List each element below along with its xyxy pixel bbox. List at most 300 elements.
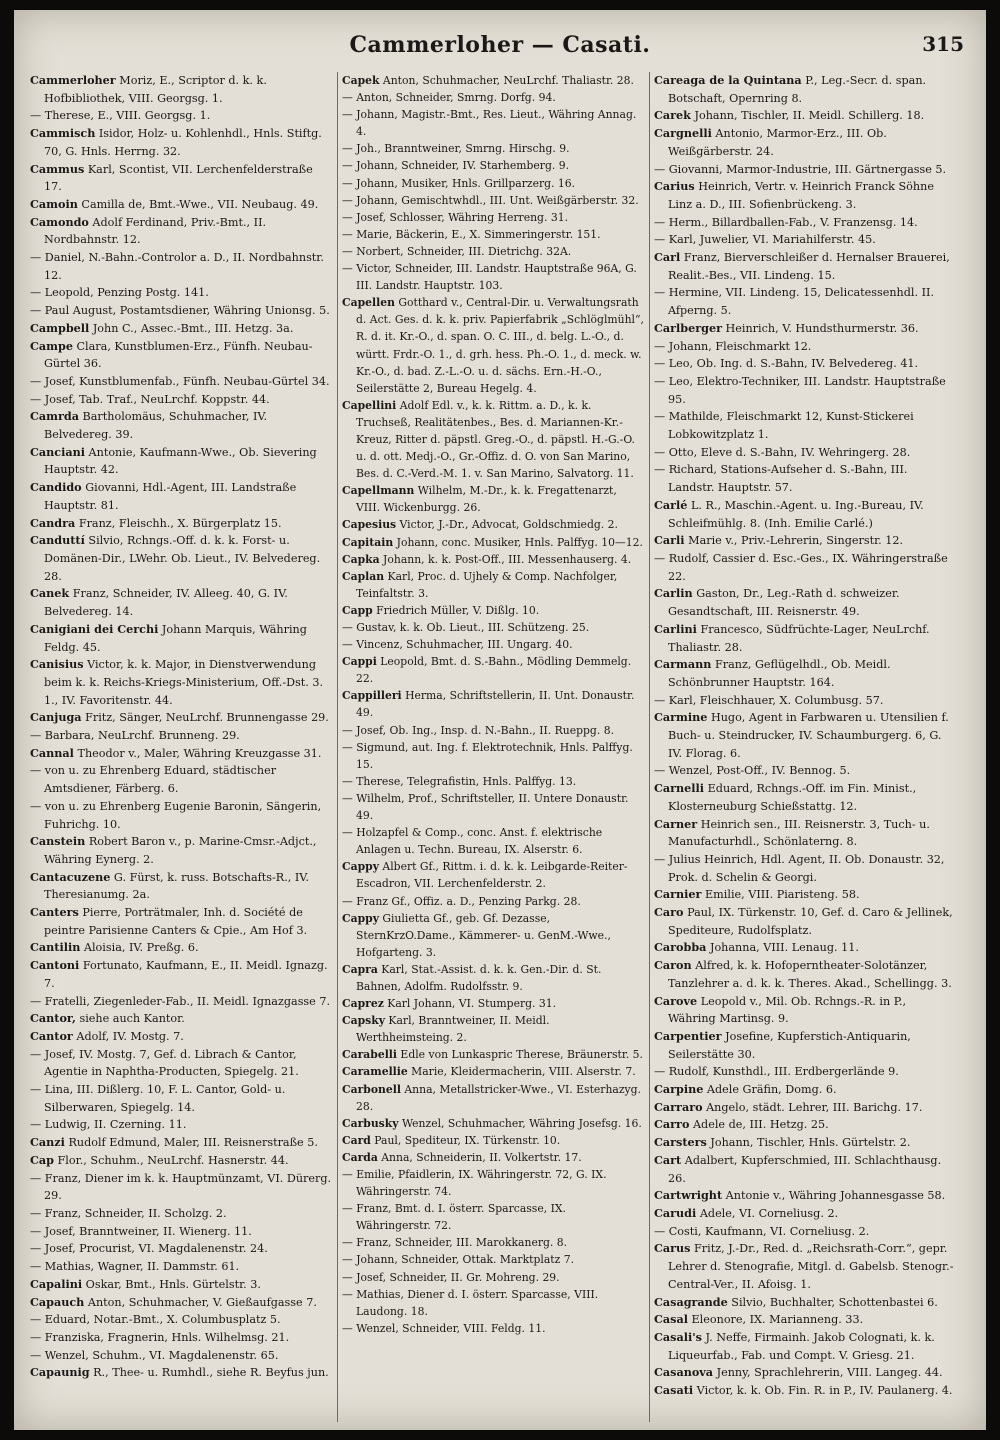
- directory-entry: [654, 939, 956, 957]
- directory-entry: [342, 1012, 644, 1046]
- directory-entry: [30, 869, 332, 904]
- entry-surname: Carda: [342, 1150, 378, 1164]
- entry-details: — Franz Gf., Offiz. a. D., Penzing Parkg. 28.: [342, 894, 581, 908]
- directory-entry: [30, 196, 332, 214]
- directory-entry: [30, 621, 332, 656]
- entry-surname: Cantoni: [30, 958, 80, 973]
- directory-entry: [342, 1286, 644, 1320]
- directory-entry: [342, 72, 644, 89]
- entry-details: Anna, Schneiderin, II. Volkertstr. 17.: [377, 1150, 582, 1164]
- entry-details: Antonie v., Währing Johannesgasse 58.: [722, 1189, 946, 1203]
- header-title: Cammerloher — Casati.: [349, 32, 651, 58]
- entry-surname: Casati: [654, 1383, 694, 1398]
- entry-details: — Norbert, Schneider, III. Dietrichg. 32A.: [342, 244, 572, 258]
- directory-entry: [342, 175, 644, 192]
- entry-details: John C., Assec.-Bmt., III. Hetzg. 3a.: [89, 321, 294, 335]
- page-header: [14, 32, 986, 66]
- entry-surname: Carudi: [654, 1206, 697, 1220]
- directory-entry: [30, 1258, 332, 1276]
- entry-details: — Therese, Telegrafistin, Hnls. Palffyg. 13.: [342, 774, 577, 788]
- entry-surname: Carbusky: [342, 1116, 399, 1130]
- entry-details: Leopold, Bmt. d. S.-Bahn., Mödling Demmelg. 22.: [356, 655, 632, 686]
- directory-entry: [654, 780, 956, 815]
- directory-entry: [30, 1152, 332, 1170]
- entry-details: — Costi, Kaufmann, VI. Corneliusg. 2.: [654, 1224, 870, 1238]
- entry-surname: Carove: [654, 993, 698, 1008]
- entry-surname: Carli: [654, 533, 685, 548]
- entry-surname: Cappy: [342, 911, 379, 925]
- entry-details: — Therese, E., VIII. Georgsg. 1.: [30, 109, 211, 123]
- directory-entry: [654, 249, 956, 284]
- entry-details: Franz, Schneider, IV. Alleeg. 40, G. IV. Belvedereg. 14.: [44, 587, 288, 619]
- entry-details: Paul, Spediteur, IX. Türkenstr. 10.: [370, 1133, 561, 1147]
- directory-entry: [30, 1116, 332, 1134]
- entry-details: Johann, conc. Musiker, Hnls. Palffyg. 10—12.: [393, 535, 643, 549]
- entry-details: — Sigmund, aut. Ing. f. Elektrotechnik, Hnls. Palffyg. 15.: [342, 740, 633, 771]
- entry-surname: Cantilin: [30, 940, 81, 955]
- entry-details: Jenny, Sprachlehrerin, VIII. Langeg. 44.: [713, 1366, 943, 1380]
- directory-entry: [342, 790, 644, 824]
- entry-surname: Carro: [654, 1117, 690, 1132]
- entry-details: Johann, Tischler, II. Meidl. Schillerg. 18.: [690, 109, 925, 123]
- entry-details: Eleonore, IX. Marianneng. 33.: [687, 1313, 864, 1327]
- directory-entry: [342, 858, 644, 892]
- entry-surname: Canters: [30, 905, 79, 920]
- directory-entry: [30, 302, 332, 320]
- directory-entry: [654, 125, 956, 160]
- directory-entry: [654, 461, 956, 496]
- entry-details: Adolf Edl. v., k. k. Rittm. a. D., k. k. Truchseß, Realitätenbes., Bes. d. Mariannen-Kr.-Kreuz, Ritter d. päpstl. Greg.-O., d. päpstl. H.-G.-O. u. d. ott. Medj.-O., Gr.-Offiz. d. O. von San Marino, Bes. d. C.-Verd.-M. 1. v. San Marino, Salvatorg. 11.: [356, 398, 635, 481]
- entry-details: Adele Gräfin, Domg. 6.: [703, 1083, 837, 1097]
- entry-details: — Johann, Schneider, IV. Starhemberg. 9.: [342, 159, 570, 173]
- directory-entry: [30, 727, 332, 745]
- entry-surname: Capp: [342, 603, 373, 617]
- directory-entry: [342, 89, 644, 106]
- directory-entry: [654, 904, 956, 939]
- entry-surname: Canjuga: [30, 710, 82, 725]
- directory-entry: [654, 550, 956, 585]
- directory-entry: [30, 125, 332, 160]
- entry-details: — von u. zu Ehrenberg Eduard, städtischer Amtsdiener, Färberg. 6.: [30, 764, 277, 796]
- entry-details: P., Leg.-Secr. d. span. Botschaft, Opernring 8.: [668, 74, 927, 105]
- directory-entry: [30, 284, 332, 302]
- directory-entry: [342, 1251, 644, 1268]
- directory-entry: [654, 993, 956, 1028]
- entry-details: — Johann, Magistr.-Bmt., Res. Lieut., Währing Annag. 4.: [342, 108, 637, 139]
- directory-entry: [654, 338, 956, 356]
- entry-details: Antonie, Kaufmann-Wwe., Ob. Sievering Hauptstr. 42.: [44, 445, 317, 477]
- directory-entry: [342, 910, 644, 961]
- directory-entry: [654, 320, 956, 338]
- directory-entry: [342, 1234, 644, 1251]
- directory-entry: [342, 1166, 644, 1200]
- directory-entry: [654, 408, 956, 443]
- directory-entry: [30, 1028, 332, 1046]
- directory-entry: [30, 1347, 332, 1365]
- entry-details: — Wilhelm, Prof., Schriftsteller, II. Untere Donaustr. 49.: [342, 791, 629, 823]
- entry-surname: Casagrande: [654, 1294, 728, 1309]
- directory-entry: [342, 209, 644, 226]
- entry-details: — Franziska, Fragnerin, Hnls. Wilhelmsg. 21.: [30, 1330, 290, 1344]
- entry-details: — Victor, Schneider, III. Landstr. Hauptstraße 96A, G. III. Landstr. Hauptstr. 103.: [342, 262, 637, 293]
- directory-entry: [654, 161, 956, 179]
- entry-details: — Josef, Schlosser, Währing Herreng. 31.: [342, 210, 569, 224]
- entry-details: — Ludwig, II. Czerning. 11.: [30, 1118, 187, 1132]
- entry-details: Gaston, Dr., Leg.-Rath d. schweizer. Gesandtschaft, III. Reisnerstr. 49.: [668, 587, 900, 619]
- directory-entry: [30, 391, 332, 409]
- entry-details: Leopold v., Mil. Ob. Rchngs.-R. in P., Währing Martinsg. 9.: [668, 994, 907, 1026]
- entry-surname: Carlé: [654, 497, 688, 512]
- entry-details: — Josef, Ob. Ing., Insp. d. N.-Bahn., II. Rueppg. 8.: [342, 723, 615, 737]
- entry-details: — Julius Heinrich, Hdl. Agent, II. Ob. Donaustr. 32, Prok. d. Schelin & Georgi.: [654, 852, 945, 884]
- directory-entry: [342, 1115, 644, 1132]
- directory-entry: [654, 1152, 956, 1187]
- directory-entry: [30, 1294, 332, 1312]
- entry-details: Bartholomäus, Schuhmacher, IV. Belvedereg. 39.: [44, 410, 268, 442]
- entry-details: Herma, Schriftstellerin, II. Unt. Donaustr. 49.: [356, 689, 635, 720]
- entry-details: Marie, Kleidermacherin, VIII. Alserstr. 7.: [407, 1065, 636, 1079]
- entry-surname: Capitain: [342, 535, 394, 549]
- entry-surname: Cartwright: [654, 1188, 723, 1203]
- directory-entry: [342, 516, 644, 533]
- directory-entry: [30, 1170, 332, 1205]
- entry-details: — Leopold, Penzing Postg. 141.: [30, 286, 209, 300]
- entry-surname: Camoin: [30, 196, 78, 211]
- entry-details: Fritz, J.-Dr., Red. d. „Reichsrath-Corr.“, gepr. Lehrer d. Stenografie, Mitgl. d. Gabelsb. Stenogr.-Central-Ver., II. Afoisg. 1.: [668, 1242, 954, 1291]
- entry-details: Anton, Schuhmacher, NeuLrchf. Thaliastr. 28.: [379, 74, 634, 87]
- entry-details: — Herm., Billardballen-Fab., V. Franzensg. 14.: [654, 215, 918, 229]
- entry-details: — Wenzel, Schneider, VIII. Feldg. 11.: [342, 1321, 546, 1335]
- entry-details: — Mathilde, Fleischmarkt 12, Kunst-Stickerei Lobkowitzplatz 1.: [654, 410, 914, 442]
- directory-entry: [30, 249, 332, 284]
- entry-details: G. Fürst, k. russ. Botschafts-R., IV. Theresianumg. 2a.: [44, 870, 309, 902]
- entry-details: — Franz, Bmt. d. I. österr. Sparcasse, IX. Währingerstr. 72.: [342, 1202, 566, 1233]
- entry-surname: Cap: [30, 1152, 54, 1167]
- entry-details: — Mathias, Wagner, II. Dammstr. 61.: [30, 1260, 240, 1274]
- entry-details: — Otto, Eleve d. S.-Bahn, IV. Wehringerg. 28.: [654, 445, 911, 459]
- entry-surname: Carek: [654, 108, 691, 123]
- entry-details: — Gustav, k. k. Ob. Lieut., III. Schützeng. 25.: [342, 621, 590, 634]
- directory-entry: [30, 515, 332, 533]
- entry-details: — Leo, Elektro-Techniker, III. Landstr. Hauptstraße 95.: [654, 374, 946, 406]
- entry-surname: Cannal: [30, 745, 74, 760]
- directory-entry: [30, 338, 332, 373]
- entry-surname: Caron: [654, 958, 692, 973]
- directory-entry: [654, 886, 956, 904]
- entry-surname: Cargnelli: [654, 126, 712, 141]
- directory-entry: [30, 444, 332, 479]
- entry-details: Johann, Tischler, Hnls. Gürtelstr. 2.: [706, 1136, 911, 1150]
- directory-entry: [654, 692, 956, 710]
- entry-details: — Josef, Schneider, II. Gr. Mohreng. 29.: [342, 1270, 560, 1284]
- directory-entry: [654, 444, 956, 462]
- entry-details: Johann, k. k. Post-Off., III. Messenhauserg. 4.: [379, 552, 632, 566]
- entry-details: Giovanni, Hdl.-Agent, III. Landstraße Hauptstr. 81.: [44, 481, 297, 512]
- directory-entry: [30, 373, 332, 391]
- directory-entry: [30, 762, 332, 797]
- entry-surname: Canciani: [30, 444, 85, 459]
- directory-entry: [30, 1223, 332, 1241]
- entry-details: Wilhelm, M.-Dr., k. k. Fregattenarzt, VIII. Wickenburgg. 26.: [356, 484, 617, 515]
- entry-details: Silvio, Buchhalter, Schottenbastei 6.: [727, 1295, 938, 1309]
- directory-entry: [654, 1240, 956, 1293]
- entry-surname: Capalini: [30, 1276, 83, 1291]
- entry-surname: Casali's: [654, 1329, 702, 1344]
- directory-columns: [30, 72, 974, 1422]
- directory-entry: [654, 1028, 956, 1063]
- entry-details: Oskar, Bmt., Hnls. Gürtelstr. 3.: [82, 1277, 261, 1291]
- entry-details: Franz, Bierverschleißer d. Hernalser Brauerei, Realit.-Bes., VII. Lindeng. 15.: [668, 251, 950, 282]
- directory-entry: [654, 284, 956, 319]
- entry-details: — Mathias, Diener d. I. österr. Sparcasse, VIII. Laudong. 18.: [342, 1287, 599, 1318]
- directory-entry: [30, 957, 332, 992]
- entry-surname: Cammisch: [30, 126, 96, 141]
- entry-surname: Carus: [654, 1241, 691, 1256]
- entry-details: — Karl, Juwelier, VI. Mariahilferstr. 45.: [654, 233, 876, 247]
- entry-details: — Wenzel, Schuhm., VI. Magdalenenstr. 65.: [30, 1348, 279, 1362]
- directory-entry: [30, 72, 332, 107]
- entry-details: Isidor, Holz- u. Kohlenhdl., Hnls. Stiftg. 70, G. Hnls. Herrng. 32.: [44, 127, 322, 158]
- directory-entry: [342, 687, 644, 721]
- directory-entry: [654, 851, 956, 886]
- entry-details: Moriz, E., Scriptor d. k. k. Hofbibliothek, VIII. Georgsg. 1.: [44, 74, 267, 105]
- entry-details: Giulietta Gf., geb. Gf. Dezasse, SternKrzO.Dame., Kämmerer- u. GenM.-Wwe., Hofgarteng. 3.: [356, 911, 611, 959]
- entry-details: — Josef, Procurist, VI. Magdalenenstr. 24.: [30, 1242, 268, 1256]
- entry-surname: Capra: [342, 962, 378, 976]
- directory-entry: [30, 939, 332, 957]
- entry-details: — Karl, Fleischhauer, X. Columbusg. 57.: [654, 693, 884, 707]
- directory-entry: [30, 214, 332, 249]
- entry-details: Gotthard v., Central-Dir. u. Verwaltungsrath d. Act. Ges. d. k. k. priv. Papierfabrik „Schlöglmühl“, R. d. it. Kr.-O., d. span. O. C. III., d. belg. L.-O., d. württ. Frdr.-O. 1., d. grh. hess. Ph.-O. 1., d. meck. w. Kr.-O., d. bad. Z.-L.-O. u. d. sächs. Ern.-H.-O., Seilerstätte 2, Bureau Hegelg. 4.: [356, 296, 644, 395]
- directory-entry: [654, 1099, 956, 1117]
- entry-surname: Capek: [342, 74, 380, 87]
- column-2: [342, 72, 644, 1422]
- entry-details: — Giovanni, Marmor-Industrie, III. Gärtnergasse 5.: [654, 162, 947, 176]
- entry-details: Johann Marquis, Währing Feldg. 45.: [44, 622, 307, 654]
- directory-entry: [654, 1329, 956, 1364]
- entry-details: — Josef, Tab. Traf., NeuLrchf. Koppstr. 44.: [30, 392, 270, 406]
- entry-surname: Carpine: [654, 1082, 704, 1097]
- directory-entry: [342, 1081, 644, 1115]
- entry-details: — Joh., Branntweiner, Smrng. Hirschg. 9.: [342, 142, 570, 156]
- entry-details: — Rudolf, Kunsthdl., III. Erdbergerlände 9.: [654, 1065, 899, 1079]
- entry-details: — Emilie, Pfaidlerin, IX. Währingerstr. 72, G. IX. Währingerstr. 74.: [342, 1168, 607, 1199]
- entry-details: Karl Johann, VI. Stumperg. 31.: [383, 997, 557, 1011]
- directory-entry: [654, 709, 956, 762]
- entry-details: Camilla de, Bmt.-Wwe., VII. Neubaug. 49.: [77, 197, 319, 211]
- directory-entry: [342, 294, 644, 397]
- entry-details: Heinrich sen., III. Reisnerstr. 3, Tuch- u. Manufacturhdl., Schönlaterng. 8.: [668, 817, 930, 849]
- directory-entry: [342, 653, 644, 687]
- column-divider: [649, 72, 650, 1422]
- directory-entry: [30, 1329, 332, 1347]
- entry-details: Flor., Schuhm., NeuLrchf. Hasnerstr. 44.: [53, 1153, 289, 1167]
- entry-details: Anna, Metallstricker-Wwe., VI. Esterhazyg. 28.: [356, 1082, 641, 1113]
- entry-details: — Marie, Bäckerin, E., X. Simmeringerstr. 151.: [342, 227, 601, 241]
- entry-surname: Carmann: [654, 657, 712, 672]
- directory-entry: [342, 243, 644, 260]
- directory-entry: [654, 1063, 956, 1081]
- directory-entry: [654, 1311, 956, 1329]
- entry-details: Marie v., Priv.-Lehrerin, Singerstr. 12.: [684, 534, 904, 548]
- directory-entry: [342, 1320, 644, 1337]
- entry-details: Albert Gf., Rittm. i. d. k. k. Leibgarde-Reiter-Escadron, VII. Lerchenfelderstr. 2.: [356, 860, 628, 891]
- entry-details: — Josef, Kunstblumenfab., Fünfh. Neubau-Gürtel 34.: [30, 374, 330, 388]
- directory-entry: [654, 762, 956, 780]
- directory-entry: [342, 824, 644, 858]
- entry-surname: Cammerloher: [30, 73, 116, 87]
- entry-surname: Casal: [654, 1312, 688, 1327]
- directory-entry: [342, 157, 644, 174]
- directory-entry: [654, 1116, 956, 1134]
- directory-entry: [30, 532, 332, 585]
- entry-surname: Carsters: [654, 1135, 707, 1150]
- entry-details: Heinrich, Vertr. v. Heinrich Franck Söhne Linz a. D., III. Sofienbrückeng. 3.: [668, 180, 934, 211]
- entry-surname: Capellen: [342, 296, 395, 310]
- entry-details: Edle von Lunkaspric Therese, Bräunerstr. 5.: [397, 1048, 643, 1062]
- directory-entry: [30, 1311, 332, 1329]
- directory-entry: [342, 260, 644, 294]
- entry-details: Adalbert, Kupferschmied, III. Schlachthausg. 26.: [668, 1153, 942, 1185]
- entry-surname: Camrda: [30, 409, 79, 424]
- directory-entry: [30, 1134, 332, 1152]
- directory-entry: [30, 1240, 332, 1258]
- directory-entry: [342, 551, 644, 568]
- directory-entry: [30, 107, 332, 125]
- entry-details: — Vincenz, Schuhmacher, III. Ungarg. 40.: [342, 638, 573, 652]
- entry-details: Hugo, Agent in Farbwaren u. Utensilien f. Buch- u. Steindrucker, IV. Schaumburgerg. 6, G. IV. Florag. 6.: [668, 711, 949, 760]
- entry-details: — Franz, Schneider, III. Marokkanerg. 8.: [342, 1236, 568, 1250]
- entry-surname: Carner: [654, 816, 698, 831]
- entry-details: Karl, Branntweiner, II. Meidl. Werthheimsteing. 2.: [356, 1014, 550, 1045]
- directory-entry: [30, 993, 332, 1011]
- entry-surname: Caprez: [342, 997, 384, 1011]
- entry-surname: Carlini: [654, 621, 697, 636]
- entry-details: — Lina, III. Dißlerg. 10, F. L. Cantor, Gold- u. Silberwaren, Spiegelg. 14.: [30, 1083, 286, 1114]
- entry-details: Franz, Fleischh., X. Bürgerplatz 15.: [75, 516, 282, 530]
- entry-surname: Cappi: [342, 655, 377, 669]
- directory-entry: [342, 1046, 644, 1063]
- directory-entry: [30, 1205, 332, 1223]
- entry-details: — Josef, Branntweiner, II. Wienerg. 11.: [30, 1224, 252, 1238]
- directory-entry: [654, 497, 956, 532]
- entry-details: Victor, J.-Dr., Advocat, Goldschmiedg. 2.: [396, 518, 618, 532]
- directory-entry: [342, 961, 644, 995]
- entry-details: — Barbara, NeuLrchf. Brunneng. 29.: [30, 729, 240, 743]
- entry-surname: Canstein: [30, 834, 86, 849]
- entry-details: — Johann, Schneider, Ottak. Marktplatz 7.: [342, 1253, 575, 1267]
- entry-details: Aloisia, IV. Preßg. 6.: [80, 941, 199, 955]
- entry-surname: Cappy: [342, 860, 379, 874]
- directory-entry: [342, 397, 644, 482]
- entry-surname: Capellmann: [342, 484, 415, 498]
- directory-entry: [342, 893, 644, 910]
- entry-details: Paul, IX. Türkenstr. 10, Gef. d. Caro & Jellinek, Spediteure, Rudolfsplatz.: [668, 906, 953, 937]
- column-3: [654, 72, 956, 1422]
- directory-entry: [30, 585, 332, 620]
- directory-entry: [342, 1200, 644, 1234]
- directory-entry: [342, 192, 644, 209]
- entry-details: Angelo, städt. Lehrer, III. Barichg. 17.: [702, 1100, 923, 1114]
- entry-details: Alfred, k. k. Hofoperntheater-Solotänzer, Tanzlehrer a. d. k. k. Theres. Akad., Schellingg. 3.: [668, 959, 952, 990]
- entry-details: Fortunato, Kaufmann, E., II. Meidl. Ignazg. 7.: [44, 959, 328, 990]
- entry-details: — Franz, Schneider, II. Scholzg. 2.: [30, 1207, 227, 1220]
- directory-entry: [342, 995, 644, 1012]
- entry-details: Victor, k. k. Ob. Fin. R. in P., IV. Paulanerg. 4.: [693, 1384, 953, 1398]
- entry-surname: Canduttí: [30, 533, 85, 548]
- directory-entry: [654, 107, 956, 125]
- directory-entry: [30, 479, 332, 514]
- entry-details: Anton, Schuhmacher, V. Gießaufgasse 7.: [84, 1295, 317, 1309]
- entry-details: — Josef, IV. Mostg. 7, Gef. d. Librach & Cantor, Agentie in Naphtha-Producten, Spiegelg. 21.: [30, 1047, 299, 1079]
- entry-surname: Carl: [654, 250, 681, 265]
- directory-entry: [30, 1276, 332, 1294]
- column-1: [30, 72, 332, 1422]
- directory-entry: [30, 1010, 332, 1028]
- entry-surname: Carobba: [654, 940, 707, 955]
- entry-details: Josefine, Kupferstich-Antiquarin, Seilerstätte 30.: [668, 1029, 911, 1061]
- entry-details: Fritz, Sänger, NeuLrchf. Brunnengasse 29.: [81, 711, 329, 725]
- entry-details: — Franz, Diener im k. k. Hauptmünzamt, VI. Dürerg. 29.: [30, 1171, 332, 1203]
- entry-surname: Careaga de la Quintana: [654, 73, 802, 87]
- entry-details: — Johann, Fleischmarkt 12.: [654, 339, 812, 353]
- entry-details: — Johann, Gemischtwhdl., III. Unt. Weißgärberstr. 32.: [342, 193, 639, 207]
- entry-surname: Card: [342, 1133, 371, 1147]
- directory-entry: [654, 1294, 956, 1312]
- entry-surname: Cammus: [30, 161, 85, 176]
- entry-details: Antonio, Marmor-Erz., III. Ob. Weißgärberstr. 24.: [668, 127, 887, 158]
- entry-details: Eduard, Rchngs.-Off. im Fin. Minist., Klosterneuburg Schießstattg. 12.: [668, 782, 917, 813]
- entry-surname: Campe: [30, 338, 73, 353]
- directory-page: [14, 10, 986, 1430]
- entry-surname: Carlberger: [654, 320, 722, 335]
- entry-surname: Carabelli: [342, 1048, 397, 1062]
- entry-surname: Canek: [30, 586, 70, 601]
- directory-entry: [342, 722, 644, 739]
- entry-surname: Caro: [654, 905, 684, 920]
- directory-entry: [342, 602, 644, 619]
- entry-details: — Hermine, VII. Lindeng. 15, Delicatessenhdl. II. Afperng. 5.: [654, 286, 935, 318]
- entry-surname: Carbonell: [342, 1082, 401, 1096]
- directory-entry: [654, 656, 956, 691]
- entry-details: Adele de, III. Hetzg. 25.: [689, 1118, 829, 1132]
- directory-entry: [342, 1063, 644, 1080]
- entry-details: — Leo, Ob. Ing. d. S.-Bahn, IV. Belvedereg. 41.: [654, 357, 919, 371]
- directory-entry: [654, 355, 956, 373]
- entry-surname: Camondo: [30, 214, 89, 229]
- directory-entry: [30, 1364, 332, 1382]
- entry-surname: Canisius: [30, 657, 84, 672]
- entry-surname: Capauch: [30, 1294, 85, 1309]
- entry-surname: Campbell: [30, 320, 90, 335]
- directory-entry: [342, 534, 644, 551]
- entry-details: — Anton, Schneider, Smrng. Dorfg. 94.: [342, 91, 556, 105]
- directory-entry: [654, 178, 956, 213]
- entry-surname: Carnier: [654, 887, 702, 902]
- entry-details: Johanna, VIII. Lenaug. 11.: [706, 941, 859, 955]
- entry-details: Robert Baron v., p. Marine-Cmsr.-Adjct., Währing Eynerg. 2.: [44, 835, 317, 866]
- entry-details: Adele, VI. Corneliusg. 2.: [696, 1207, 839, 1220]
- directory-entry: [30, 408, 332, 443]
- directory-entry: [342, 636, 644, 653]
- directory-entry: [654, 957, 956, 992]
- directory-entry: [30, 833, 332, 868]
- entry-surname: Canzi: [30, 1135, 65, 1150]
- directory-entry: [30, 798, 332, 833]
- directory-entry: [654, 1081, 956, 1099]
- directory-entry: [654, 621, 956, 656]
- directory-entry: [342, 739, 644, 773]
